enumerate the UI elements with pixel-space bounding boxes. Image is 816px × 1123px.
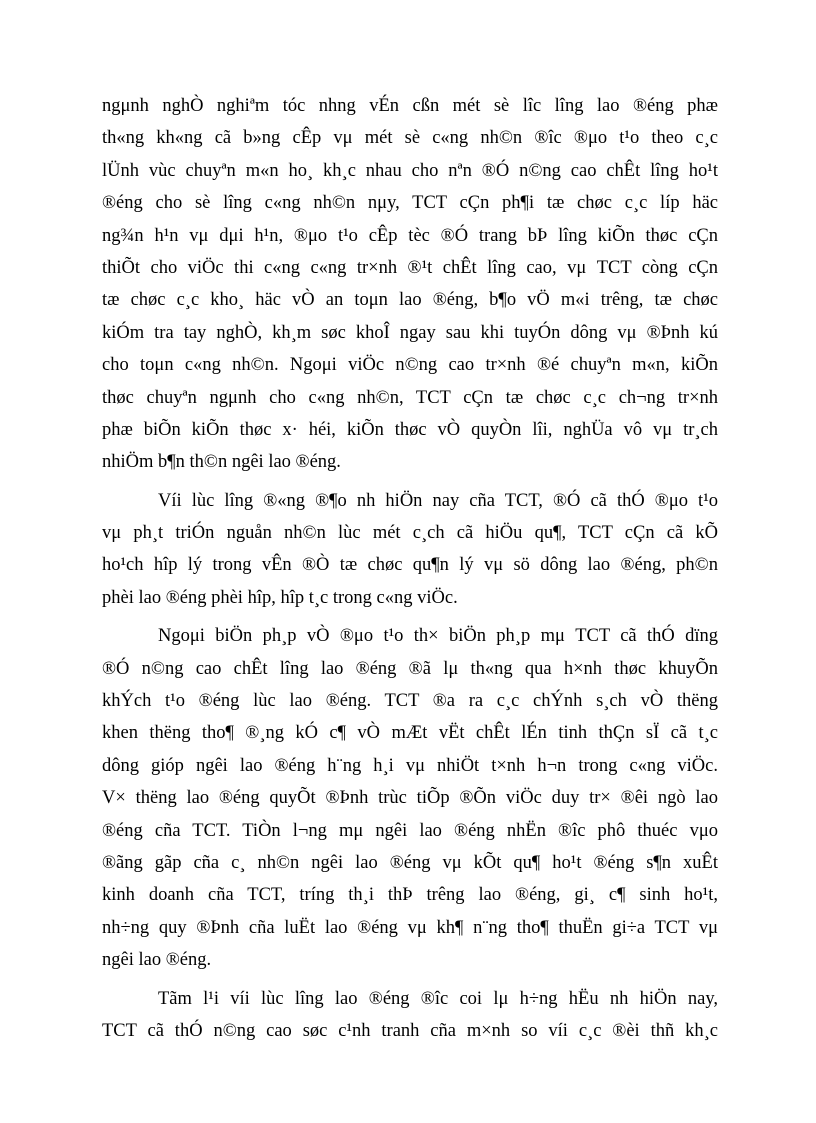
- text-line: ®Ó n©ng cao chÊt lîng lao ®éng ®ã lμ th«ng qua h×nh thøc khuyÕn: [102, 658, 718, 679]
- text-line: ho¹ch hîp lý trong vÊn ®Ò tæ chøc qu¶n lý vμ sö dông lao ®éng, ph©n: [102, 555, 718, 576]
- text-line: ng¾n h¹n vμ dμi h¹n, ®μo t¹o cÊp tèc ®Ó trang bÞ lîng kiÕn thøc cÇn: [102, 225, 718, 246]
- text-line: phæ biÕn kiÕn thøc x· héi, kiÕn thøc vÒ quyÒn lîi, nghÜa vô vμ tr¸ch: [102, 419, 718, 440]
- text-line: kiÓm tra tay nghÒ, kh¸m søc khoÎ ngay sau khi tuyÓn dông vμ ®Þnh kú: [102, 322, 718, 343]
- text-line: ®ãng gãp cña c¸ nh©n ngêi lao ®éng vμ kÕt qu¶ ho¹t ®éng s¶n xuÊt: [102, 852, 718, 873]
- text-line: ngêi lao ®éng.: [102, 950, 212, 971]
- text-line: TCT cã thÓ n©ng cao søc c¹nh tranh cña m×nh so víi c¸c ®èi thñ kh¸c: [102, 1020, 718, 1041]
- text-line: Ngoμi biÖn ph¸p vÒ ®μo t¹o th× biÖn ph¸p mμ TCT cã thÓ dïng: [158, 626, 718, 647]
- text-line: V× thëng lao ®éng quyÕt ®Þnh trùc tiÕp ®Õn viÖc duy tr× ®êi ngò lao: [102, 788, 718, 809]
- text-line: Víi lùc lîng ®«ng ®¶o nh hiÖn nay cña TCT, ®Ó cã thÓ ®μo t¹o: [158, 490, 718, 511]
- text-line: vμ ph¸t triÓn nguån nh©n lùc mét c¸ch cã hiÖu qu¶, TCT cÇn cã kÕ: [102, 523, 718, 544]
- text-line: cho toμn c«ng nh©n. Ngoμi viÖc n©ng cao tr×nh ®é chuyªn m«n, kiÕn: [102, 355, 718, 376]
- text-line: tæ chøc c¸c kho¸ häc vÒ an toμn lao ®éng, b¶o vÖ m«i trêng, tæ chøc: [102, 290, 718, 311]
- text-line: ngμnh nghÒ nghiªm tóc nhng vÉn cßn mét sè lîc lîng lao ®éng phæ: [102, 96, 718, 116]
- text-line: khÝch t¹o ®éng lùc lao ®éng. TCT ®a ra c¸c chÝnh s¸ch vÒ thëng: [102, 691, 718, 712]
- text-line: dông gióp ngêi lao ®éng h¨ng h¸i vμ nhiÖt t×nh h¬n trong c«ng viÖc.: [102, 755, 718, 776]
- text-line: phèi lao ®éng phèi hîp, hîp t¸c trong c«ng viÖc.: [102, 587, 458, 608]
- text-line: nhiÖm b¶n th©n ngêi lao ®éng.: [102, 452, 341, 473]
- text-line: ®éng cho sè lîng c«ng nh©n nμy, TCT cÇn ph¶i tæ chøc c¸c líp häc: [102, 193, 718, 214]
- text-line: thiÕt cho viÖc thi c«ng c«ng tr×nh ®¹t chÊt lîng cao, vμ TCT còng cÇn: [102, 257, 718, 278]
- text-line: th«ng kh«ng cã b»ng cÊp vμ mét sè c«ng nh©n ®îc ®μo t¹o theo c¸c: [102, 128, 718, 149]
- body-text: [102, 90, 718, 1047]
- text-line: nh÷ng quy ®Þnh cña luËt lao ®éng vμ kh¶ n¨ng tho¶ thuËn gi÷a TCT vμ: [102, 917, 718, 938]
- text-line: khen thëng tho¶ ®¸ng kÓ c¶ vÒ mÆt vËt chÊt lÉn tinh thÇn sÏ cã t¸c: [102, 723, 718, 744]
- text-line: thøc chuyªn ngμnh cho c«ng nh©n, TCT cÇn tæ chøc c¸c ch¬ng tr×nh: [102, 387, 718, 408]
- text-line: lÜnh vùc chuyªn m«n ho¸ kh¸c nhau cho nªn ®Ó n©ng cao chÊt lîng ho¹t: [102, 160, 718, 181]
- text-line: Tãm l¹i víi lùc lîng lao ®éng ®îc coi lμ h÷ng hËu nh hiÖn nay,: [158, 988, 718, 1009]
- text-line: ®éng cña TCT. TiÒn l¬ng mμ ngêi lao ®éng nhËn ®îc phô thuéc vμo: [102, 820, 718, 841]
- text-line: kinh doanh cña TCT, tríng th¸i thÞ trêng lao ®éng, gi¸ c¶ sinh ho¹t,: [102, 885, 718, 906]
